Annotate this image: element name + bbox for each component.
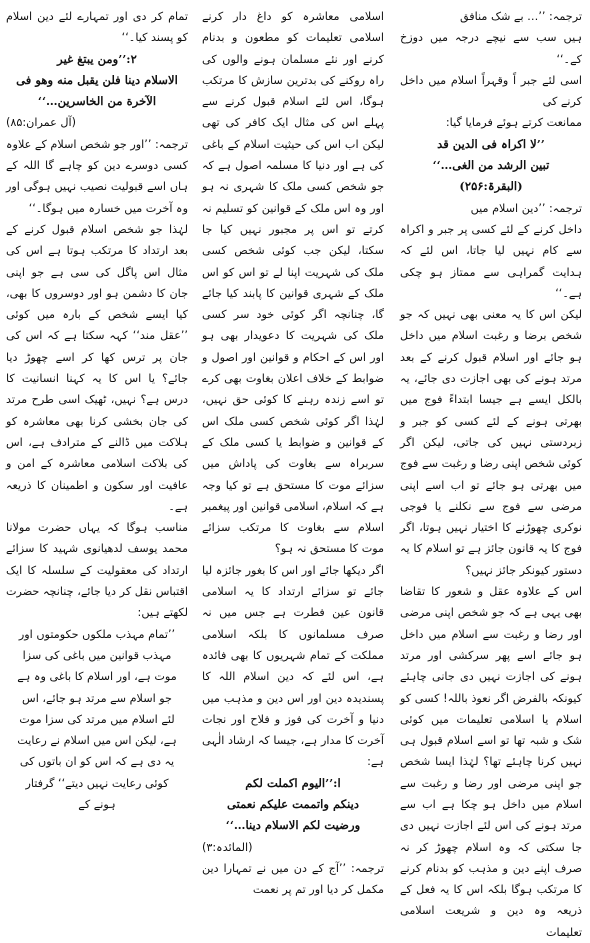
column-right-paragraph: ترجمہ: ’’… بے شک منافق <box>459 10 582 23</box>
column-left-paragraph: ۲:’’ومن یبتغ غیر <box>57 51 137 66</box>
column-left-paragraph: مناسب ہوگا کہ یہاں حضرت مولانا محمد یوسف لدھیانوی شہید کا سزائے ارتداد کی معقولیت کے سلسلہ کا ایک اقتباس نقل کر دیا جائے، چنانچہ حضرت لکھتے ہیں: <box>6 521 188 620</box>
column-middle-paragraph: اسلامی معاشرہ کو داغ دار کرنے اسلامی تعلیمات کو مطعون و بدنام کرنے اور نئے مسلمان ہونے والوں کی راہ روکنے کی بدترین سازش کا مرتکب ہوگا، اس لئے اسلام قبول کرنے سے پہلے اس کی مثال ایک کافر کی تھی لیکن اب اس کی حیثیت اسلام کے باغی کی ہے اور دنیا کا مسلمہ اصول ہے کہ جو شخص کسی ملک کا شہری نہ ہو اور وہ اس ملک کے قوانین کو تسلیم نہ کرتے تو اس پر مجبور نہیں کیا جا سکتا، لیکن جب کوئی شخص کسی ملک کی شہریت اپنا لے تو اس کو اس ملک کے شہری قوانین کا پابند کیا جائے گا، چنانچہ اگر کوئی خود سر کسی ملک کی شہریت کا دعویدار بھی ہو اور اس کے احکام و قوانین اور اصول و ضوابط کے خلاف اعلان بغاوت بھی کرے تو اسے زندہ رہنے کا کوئی حق نہیں، لہٰذا اگر کوئی شخص کسی ملک اس کے قوانین و ضوابط یا کسی ملک کے سربراہ سے بغاوت کی پاداش میں سزائے موت کا مستحق ہے تو کیا وجہ ہے کہ اسلام، اسلامی قوانین اور پیغمبر اسلام سے بغاوت کا مرتکب سزائے موت کا مستحق نہ ہو؟ <box>202 10 384 556</box>
text-column-left <box>6 6 188 811</box>
column-left-paragraph: الآخرة من الخاسرین…‘‘ <box>37 94 157 109</box>
column-left-paragraph: ’’تمام مہذب ملکوں حکومتوں اور مہذب قوانین میں باغی کی سزا موت ہے، اور اسلام کا باغی وہ ہے جو اسلام سے مرتد ہو جائے، اس لئے اسلام میں مرتد کی سزا موت ہے، لیکن اس میں اسلام نے رعایت یہ دی ہے کہ اس کو ان باتوں کی کوئی رعایت نہیں دیتے‘‘ گرفتار ہونے کے <box>17 627 177 811</box>
column-left-paragraph: الاسلام دینا فلن یقبل منه وهو فی <box>16 72 178 87</box>
column-right-paragraph: اسی لئے جبر اً وقہراً اسلام میں داخل کرنے کی <box>400 73 582 109</box>
column-right-paragraph: اس کے علاوہ عقل و شعور کا تقاضا بھی یہی ہے کہ جو شخص اپنی مرضی اور رضا و رغبت سے اسلام میں داخل ہو جائے اسے پھر سرکشی اور مرتد ہونے کی اجازت نہیں دی جانی چاہئے کیونکہ بالفرض اگر نعوذ باللہ! کسی کو اسلام یا اسلامی تعلیمات میں کوئی شک و شبہ تھا تو اسے اسلام قبول ہی نہیں کرنا چاہئے تھا؟ لہٰذا ایسا شخص جو اپنی مرضی اور رضا و رغبت سے اسلام میں داخل ہو چکا ہے اب سے مرتد ہونے کی اس لئے اجازت نہیں دی جا سکتی کہ وہ اسلام چھوڑ کر نہ صرف اپنے دین و مذہب کو بدنام کرنے کا مرتکب ہوگا بلکہ اس کا یہ فعل کے ذریعہ وہ دین و شریعت اسلامی تعلیمات <box>400 585 582 939</box>
column-left-paragraph: لہٰذا جو شخص اسلام قبول کرنے کے بعد ارتداد کا مرتکب ہوتا ہے اس کی مثال اس پاگل کی سی ہے جو اپنی جان کا دشمن ہو اور دوسروں کا بھی، کیا ایسے شخص کے بارہ میں کوئی ’’عقل مند‘‘ کہہ سکتا ہے کہ اس کی جان پر ترس کھا کر اسے چھوڑ دیا جائے؟ یا اس کا یہ کہنا انسانیت کا درس ہے؟ نہیں، ٹھیک اسی طرح مرتد کی جان بخشی کرنا بھی معاشرہ کو ہلاکت میں ڈالنے کے مترادف ہے، اس کی بلاکت اسلامی معاشرہ کے امن و عافیت اور سکون و اطمینان کا ذریعہ ہے۔ <box>6 222 188 513</box>
text-column-middle <box>202 6 384 897</box>
text-column-right <box>400 6 582 939</box>
column-left-paragraph: تمام کر دی اور تمہارے لئے دین اسلام کو پسند کیا۔‘‘ <box>6 10 188 45</box>
column-right-paragraph: ہیں سب سے نیچے درجہ میں دوزخ کے۔‘‘ <box>400 31 582 66</box>
column-middle-paragraph: اگر دیکھا جائے اور اس کا بغور جائزہ لیا جائے تو سزائے ارتداد کا یہ اسلامی قانون عین فطرت ہے جس میں نہ صرف مسلمانوں کا بلکہ اسلامی مملکت کے تمام شہریوں کا بھی فائدہ ہے، اس لئے کہ دین اسلام اللہ کا پسندیدہ دین اور اس دین و مذہب میں دنیا و آخرت کی فوز و فلاح اور نجات آخرت کا مدار ہے، جیسا کہ ارشاد الٰہی ہے: <box>202 563 384 769</box>
column-left-paragraph: (آل عمران:۸۵) <box>6 116 76 130</box>
column-right-paragraph: ترجمہ: ’’دین اسلام میں <box>470 201 582 215</box>
column-middle-paragraph: ا:’’الیوم اکملت لکم <box>245 775 341 790</box>
column-right-paragraph: ’’لا اکراہ فی الدین قد <box>437 136 545 151</box>
column-middle-paragraph: ورضیت لکم الاسلام دینا…‘‘ <box>225 818 361 833</box>
column-right-paragraph: داخل کرنے کے لئے کسی پر جبر و اکراہ سے کام نہیں لیا جاتا، اس لئے کہ ہدایت گمراہی سے ممتاز ہو چکی ہے۔‘‘ <box>400 222 582 300</box>
column-right-paragraph: لیکن اس کا یہ معنی بھی نہیں کہ جو شخص برضا و رغبت اسلام میں داخل ہو جائے اور اسلام قبول کرنے کے بعد مرتد ہونے کی بھی اجازت دی جائے، یہ بالکل ایسے ہے جیسا ابتداءً فوج میں بھرتی ہونے کے لئے کسی کو جبر و زبردستی نہیں کی جاتی، لیکن اگر کوئی شخص اپنی رضا و رغبت سے فوج میں بھرتی ہو جائے تو اب اسے اپنی مرضی سے فوج سے نکلنے یا فوجی نوکری چھوڑنے کا اختیار نہیں ہوتا، اگر فوج کا یہ قانون جائز ہے تو اسلام کا یہ دستور کیونکر جائز نہیں؟ <box>400 308 582 577</box>
column-right-paragraph: ممانعت کرتے ہوئے فرمایا گیا: <box>445 116 582 130</box>
column-middle-paragraph: ترجمہ: ’’آج کے دن میں نے تمہارا دین مکمل کر دیا اور تم پر نعمت <box>202 861 384 897</box>
column-middle-paragraph: (المائدہ:۳) <box>202 840 253 854</box>
column-right-paragraph: تبین الرشد من الغی…‘‘ (البقرۃ:۲۵۶) <box>432 158 550 194</box>
column-middle-paragraph: دینکم واتممت علیکم نعمتی <box>226 796 359 811</box>
column-left-paragraph: ترجمہ: ’’اور جو شخص اسلام کے علاوہ کسی دوسرے دین کو چاہے گا اللہ کے ہاں اسے قبولیت نصیب نہیں ہوگی اور وہ آخرت میں خسارہ میں ہوگا۔‘‘ <box>6 137 188 215</box>
